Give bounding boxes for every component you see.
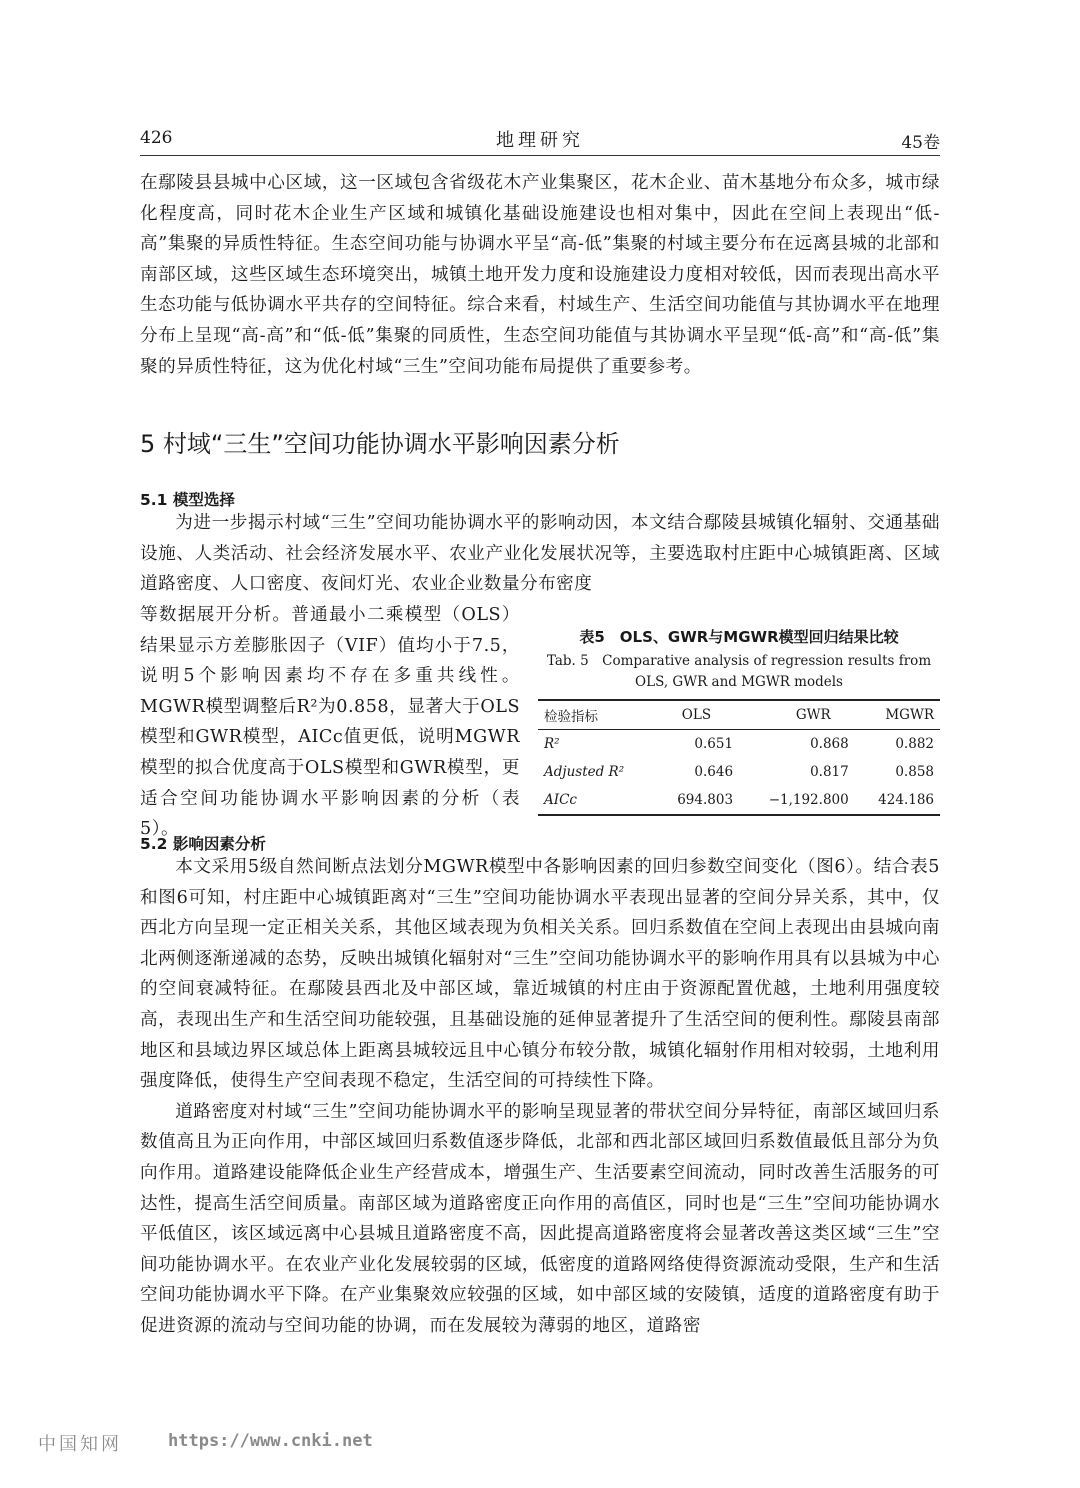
section-5-2-heading: 5.2 影响因素分析 <box>140 835 266 853</box>
section-5-1-text-full: 为进一步揭示村域“三生”空间功能协调水平的影响动因，本文结合鄢陵县城镇化辐射、交通基础设施、人类活动、社会经济发展水平、农业产业化发展状况等，主要选取村庄距中心城镇距离、区域道路密度、人口密度、夜间灯光、农业企业数量分布密度 <box>140 513 940 595</box>
section-5-1-paragraph-narrow <box>140 600 520 845</box>
table-header-row <box>538 700 940 730</box>
table-cell: −1,192.800 <box>768 792 849 808</box>
intro-paragraph-text: 在鄢陵县县城中心区域，这一区域包含省级花木产业集聚区，花木企业、苗木基地分布众多，城市绿化程度高，同时花木企业生产区域和城镇化基础设施建设也相对集中，因此在空间上表现出“低-高”集聚的异质性特征。生态空间功能与协调水平呈“高-低”集聚的村域主要分布在远离县城的北部和南部区域，这些区域生态环境突出，城镇土地开发力度和设施建设力度相对较低，因而表现出高水平生态功能与低协调水平共存的空间特征。综合来看，村域生产、生活空间功能值与其协调水平在地理分布上呈现“高-高”和“低-低”集聚的同质性，生态空间功能值与其协调水平呈现“低-高”和“高-低”集聚的异质性特征，这为优化村域“三生”空间功能布局提供了重要参考。 <box>140 173 940 377</box>
section-5-1-paragraph-full <box>140 508 940 600</box>
intro-paragraph <box>140 168 940 382</box>
page-number: 426 <box>140 128 173 148</box>
table-header-cell: OLS <box>681 707 712 723</box>
table-5-caption-en-1: Tab. 5 Comparative analysis of regression results from <box>546 653 932 669</box>
table-header-cell: GWR <box>795 707 831 723</box>
volume-label: 45卷 <box>901 133 940 153</box>
header-rule <box>140 155 940 156</box>
section-5-heading: 5 村域“三生”空间功能协调水平影响因素分析 <box>140 430 620 458</box>
table-cell: 424.186 <box>878 792 934 808</box>
section-5-1-heading: 5.1 模型选择 <box>140 491 235 509</box>
table-cell-label: Adjusted R² <box>544 764 625 780</box>
table-cell: 694.803 <box>677 792 734 808</box>
running-header <box>140 126 940 156</box>
table-cell: 0.646 <box>694 764 734 780</box>
table-cell: 0.858 <box>895 764 934 780</box>
cnki-url-link[interactable]: https://www.cnki.net <box>168 1431 373 1451</box>
table-cell: 0.882 <box>895 736 934 752</box>
table-5 <box>538 699 940 816</box>
cnki-logo: 中国知网 <box>38 1434 122 1455</box>
table-5-caption-cn: 表5 OLS、GWR与MGWR模型回归结果比较 <box>579 628 899 646</box>
table-cell: 0.651 <box>694 736 734 752</box>
section-5-2-paragraph-2: 道路密度对村域“三生”空间功能协调水平的影响呈现显著的带状空间分异特征，南部区域回归系数值高且为正向作用，中部区域回归系数值逐步降低，北部和西北部区域回归系数值最低且部分为负向作用。道路建设能降低企业生产经营成本，增强生产、生活要素空间流动，同时改善生活服务的可达性，提高生活空间质量。南部区域为道路密度正向作用的高值区，同时也是“三生”空间功能协调水平低值区，该区域远离中心县城且道路密度不高，因此提高道路密度将会显著改善这类区域“三生”空间功能协调水平。在农业产业化发展较弱的区域，低密度的道路网络使得资源流动受限，生产和生活空间功能协调水平下降。在产业集聚效应较强的区域，如中部区域的安陵镇，适度的道路密度有助于促进资源的流动与空间功能的协调，而在发展较为薄弱的地区，道路密 <box>140 1101 940 1336</box>
table-header-cell: MGWR <box>885 707 934 723</box>
section-5-2-paragraph-1: 本文采用5级自然间断点法划分MGWR模型中各影响因素的回归参数空间变化（图6）。结合表5和图6可知，村庄距中心城镇距离对“三生”空间功能协调水平表现出显著的空间分异关系，其中，仅西北方向呈现一定正相关关系，其他区域表现为负相关关系。回归系数值在空间上表现出由县城向南北两侧逐渐递减的态势，反映出城镇化辐射对“三生”空间功能协调水平的影响作用具有以县城为中心的空间衰减特征。在鄢陵县西北及中部区域，靠近城镇的村庄由于资源配置优越，土地利用强度较高，表现出生产和生活空间功能较强，且基础设施的延伸显著提升了生活空间的便利性。鄢陵县南部地区和县域边界区域总体上距离县城较远且中心镇分布较分散，城镇化辐射作用相对较弱，土地利用强度降低，使得生产空间表现不稳定，生活空间的可持续性下降。 <box>140 857 940 1092</box>
table-cell-label: R² <box>544 736 560 752</box>
table-cell-label: AICc <box>544 792 577 808</box>
table-row <box>538 786 940 815</box>
table-cell: 0.817 <box>810 764 849 780</box>
section-5-1-text-narrow: 等数据展开分析。普通最小二乘模型（OLS）结果显示方差膨胀因子（VIF）值均小于7.5，说明5个影响因素均不存在多重共线性。MGWR模型调整后R²为0.858，显著大于OLS模型和GWR模型，AICc值更低，说明MGWR模型的拟合优度高于OLS模型和GWR模型，更适合空间功能协调水平影响因素的分析（表5）。 <box>140 605 520 840</box>
table-header-cell: 检验指标 <box>544 709 598 725</box>
table-cell: 0.868 <box>810 736 849 752</box>
table-5-block <box>538 626 940 816</box>
table-row <box>538 758 940 786</box>
table-row <box>538 730 940 759</box>
table-5-caption-en-2: OLS, GWR and MGWR models <box>635 674 843 690</box>
journal-title: 地理研究 <box>496 130 584 151</box>
section-5-2-body <box>140 852 940 1342</box>
